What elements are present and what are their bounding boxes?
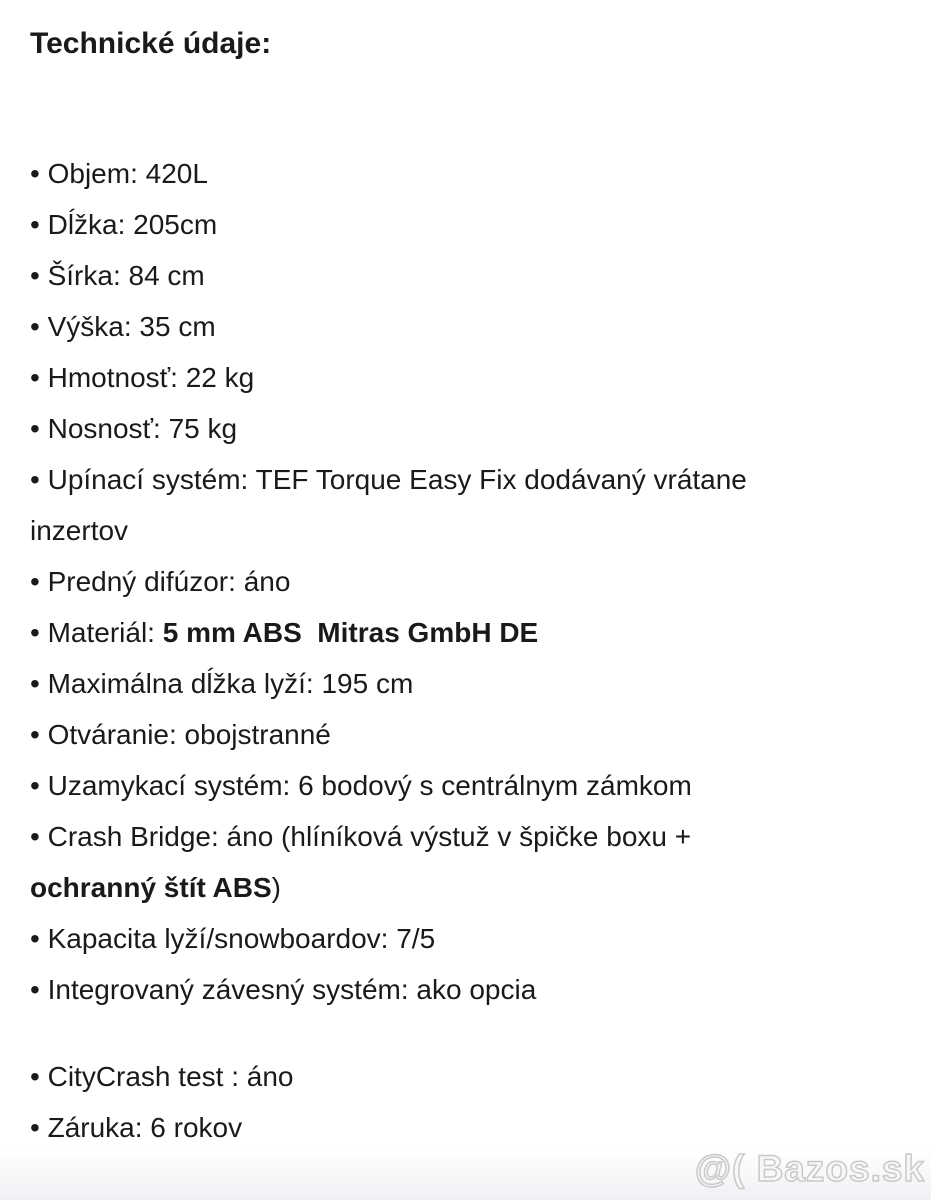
spec-text: Kapacita lyží/snowboardov: 7/5 bbox=[47, 923, 436, 954]
spec-item bbox=[30, 913, 903, 964]
bullet-icon: • bbox=[30, 923, 48, 954]
spec-line bbox=[30, 148, 903, 199]
spec-text-bold: 5 mm ABS Mitras GmbH DE bbox=[162, 617, 539, 648]
spec-text: inzertov bbox=[30, 515, 129, 546]
spec-text: ) bbox=[271, 872, 281, 903]
bullet-icon: • bbox=[30, 770, 48, 801]
bullet-icon: • bbox=[30, 1112, 48, 1143]
spec-item bbox=[30, 403, 903, 454]
spec-line bbox=[30, 199, 903, 250]
bullet-icon: • bbox=[30, 617, 48, 648]
spec-item bbox=[30, 148, 903, 199]
spec-line bbox=[30, 913, 903, 964]
spec-item bbox=[30, 964, 903, 1015]
spec-item bbox=[30, 709, 903, 760]
spec-text: CityCrash test : áno bbox=[47, 1061, 294, 1092]
spec-text: Záruka: 6 rokov bbox=[47, 1112, 243, 1143]
bullet-icon: • bbox=[30, 566, 48, 597]
bullet-icon: • bbox=[30, 719, 48, 750]
bullet-icon: • bbox=[30, 974, 48, 1005]
spec-item bbox=[30, 352, 903, 403]
spec-item bbox=[30, 301, 903, 352]
spec-text-bold: ochranný štít ABS bbox=[30, 872, 272, 903]
bullet-icon: • bbox=[30, 668, 48, 699]
bullet-icon: • bbox=[30, 821, 48, 852]
spec-text: Predný difúzor: áno bbox=[47, 566, 291, 597]
spec-text: Výška: 35 cm bbox=[47, 311, 216, 342]
spec-text: Integrovaný závesný systém: ako opcia bbox=[47, 974, 537, 1005]
bullet-icon: • bbox=[30, 260, 48, 291]
spec-line bbox=[30, 454, 903, 505]
bullet-icon: • bbox=[30, 158, 48, 189]
spec-text: Uzamykací systém: 6 bodový s centrálnym zámkom bbox=[47, 770, 692, 801]
spec-text: Otváranie: obojstranné bbox=[47, 719, 331, 750]
spec-text: Nosnosť: 75 kg bbox=[47, 413, 238, 444]
spec-item bbox=[30, 250, 903, 301]
spec-item bbox=[30, 607, 903, 658]
spec-item bbox=[30, 811, 903, 913]
spec-item bbox=[30, 454, 903, 556]
spec-text: Upínací systém: TEF Torque Easy Fix dodávaný vrátane bbox=[47, 464, 747, 495]
spec-line bbox=[30, 1102, 903, 1153]
spec-line bbox=[30, 709, 903, 760]
bullet-icon: • bbox=[30, 209, 48, 240]
spec-line bbox=[30, 505, 903, 556]
spec-line bbox=[30, 811, 903, 862]
spec-item bbox=[30, 760, 903, 811]
spec-line bbox=[30, 964, 903, 1015]
bullet-icon: • bbox=[30, 1061, 48, 1092]
spec-line bbox=[30, 760, 903, 811]
bazos-watermark: @( Bazos.sk bbox=[694, 1148, 925, 1189]
spec-line bbox=[30, 607, 903, 658]
spec-text: Hmotnosť: 22 kg bbox=[47, 362, 255, 393]
spec-text: Objem: 420L bbox=[47, 158, 208, 189]
spec-text: Crash Bridge: áno (hlíníková výstuž v špičke boxu + bbox=[47, 821, 692, 852]
spec-line bbox=[30, 301, 903, 352]
spec-line bbox=[30, 403, 903, 454]
spec-text: Materiál: bbox=[47, 617, 163, 648]
spec-item bbox=[30, 199, 903, 250]
spec-line bbox=[30, 556, 903, 607]
spec-item bbox=[30, 1051, 903, 1102]
spec-text: Maximálna dĺžka lyží: 195 cm bbox=[47, 668, 414, 699]
bullet-icon: • bbox=[30, 362, 48, 393]
page-title: Technické údaje: bbox=[30, 27, 272, 60]
bullet-icon: • bbox=[30, 311, 48, 342]
spec-text: Šírka: 84 cm bbox=[47, 260, 205, 291]
spec-line bbox=[30, 1051, 903, 1102]
bullet-icon: • bbox=[30, 413, 48, 444]
spec-list bbox=[30, 148, 903, 1153]
spec-line bbox=[30, 862, 903, 913]
spec-item bbox=[30, 1102, 903, 1153]
spec-line bbox=[30, 352, 903, 403]
spec-item bbox=[30, 658, 903, 709]
bullet-icon: • bbox=[30, 464, 48, 495]
spec-line bbox=[30, 658, 903, 709]
spec-text: Dĺžka: 205cm bbox=[47, 209, 218, 240]
spec-line bbox=[30, 250, 903, 301]
spec-item bbox=[30, 556, 903, 607]
